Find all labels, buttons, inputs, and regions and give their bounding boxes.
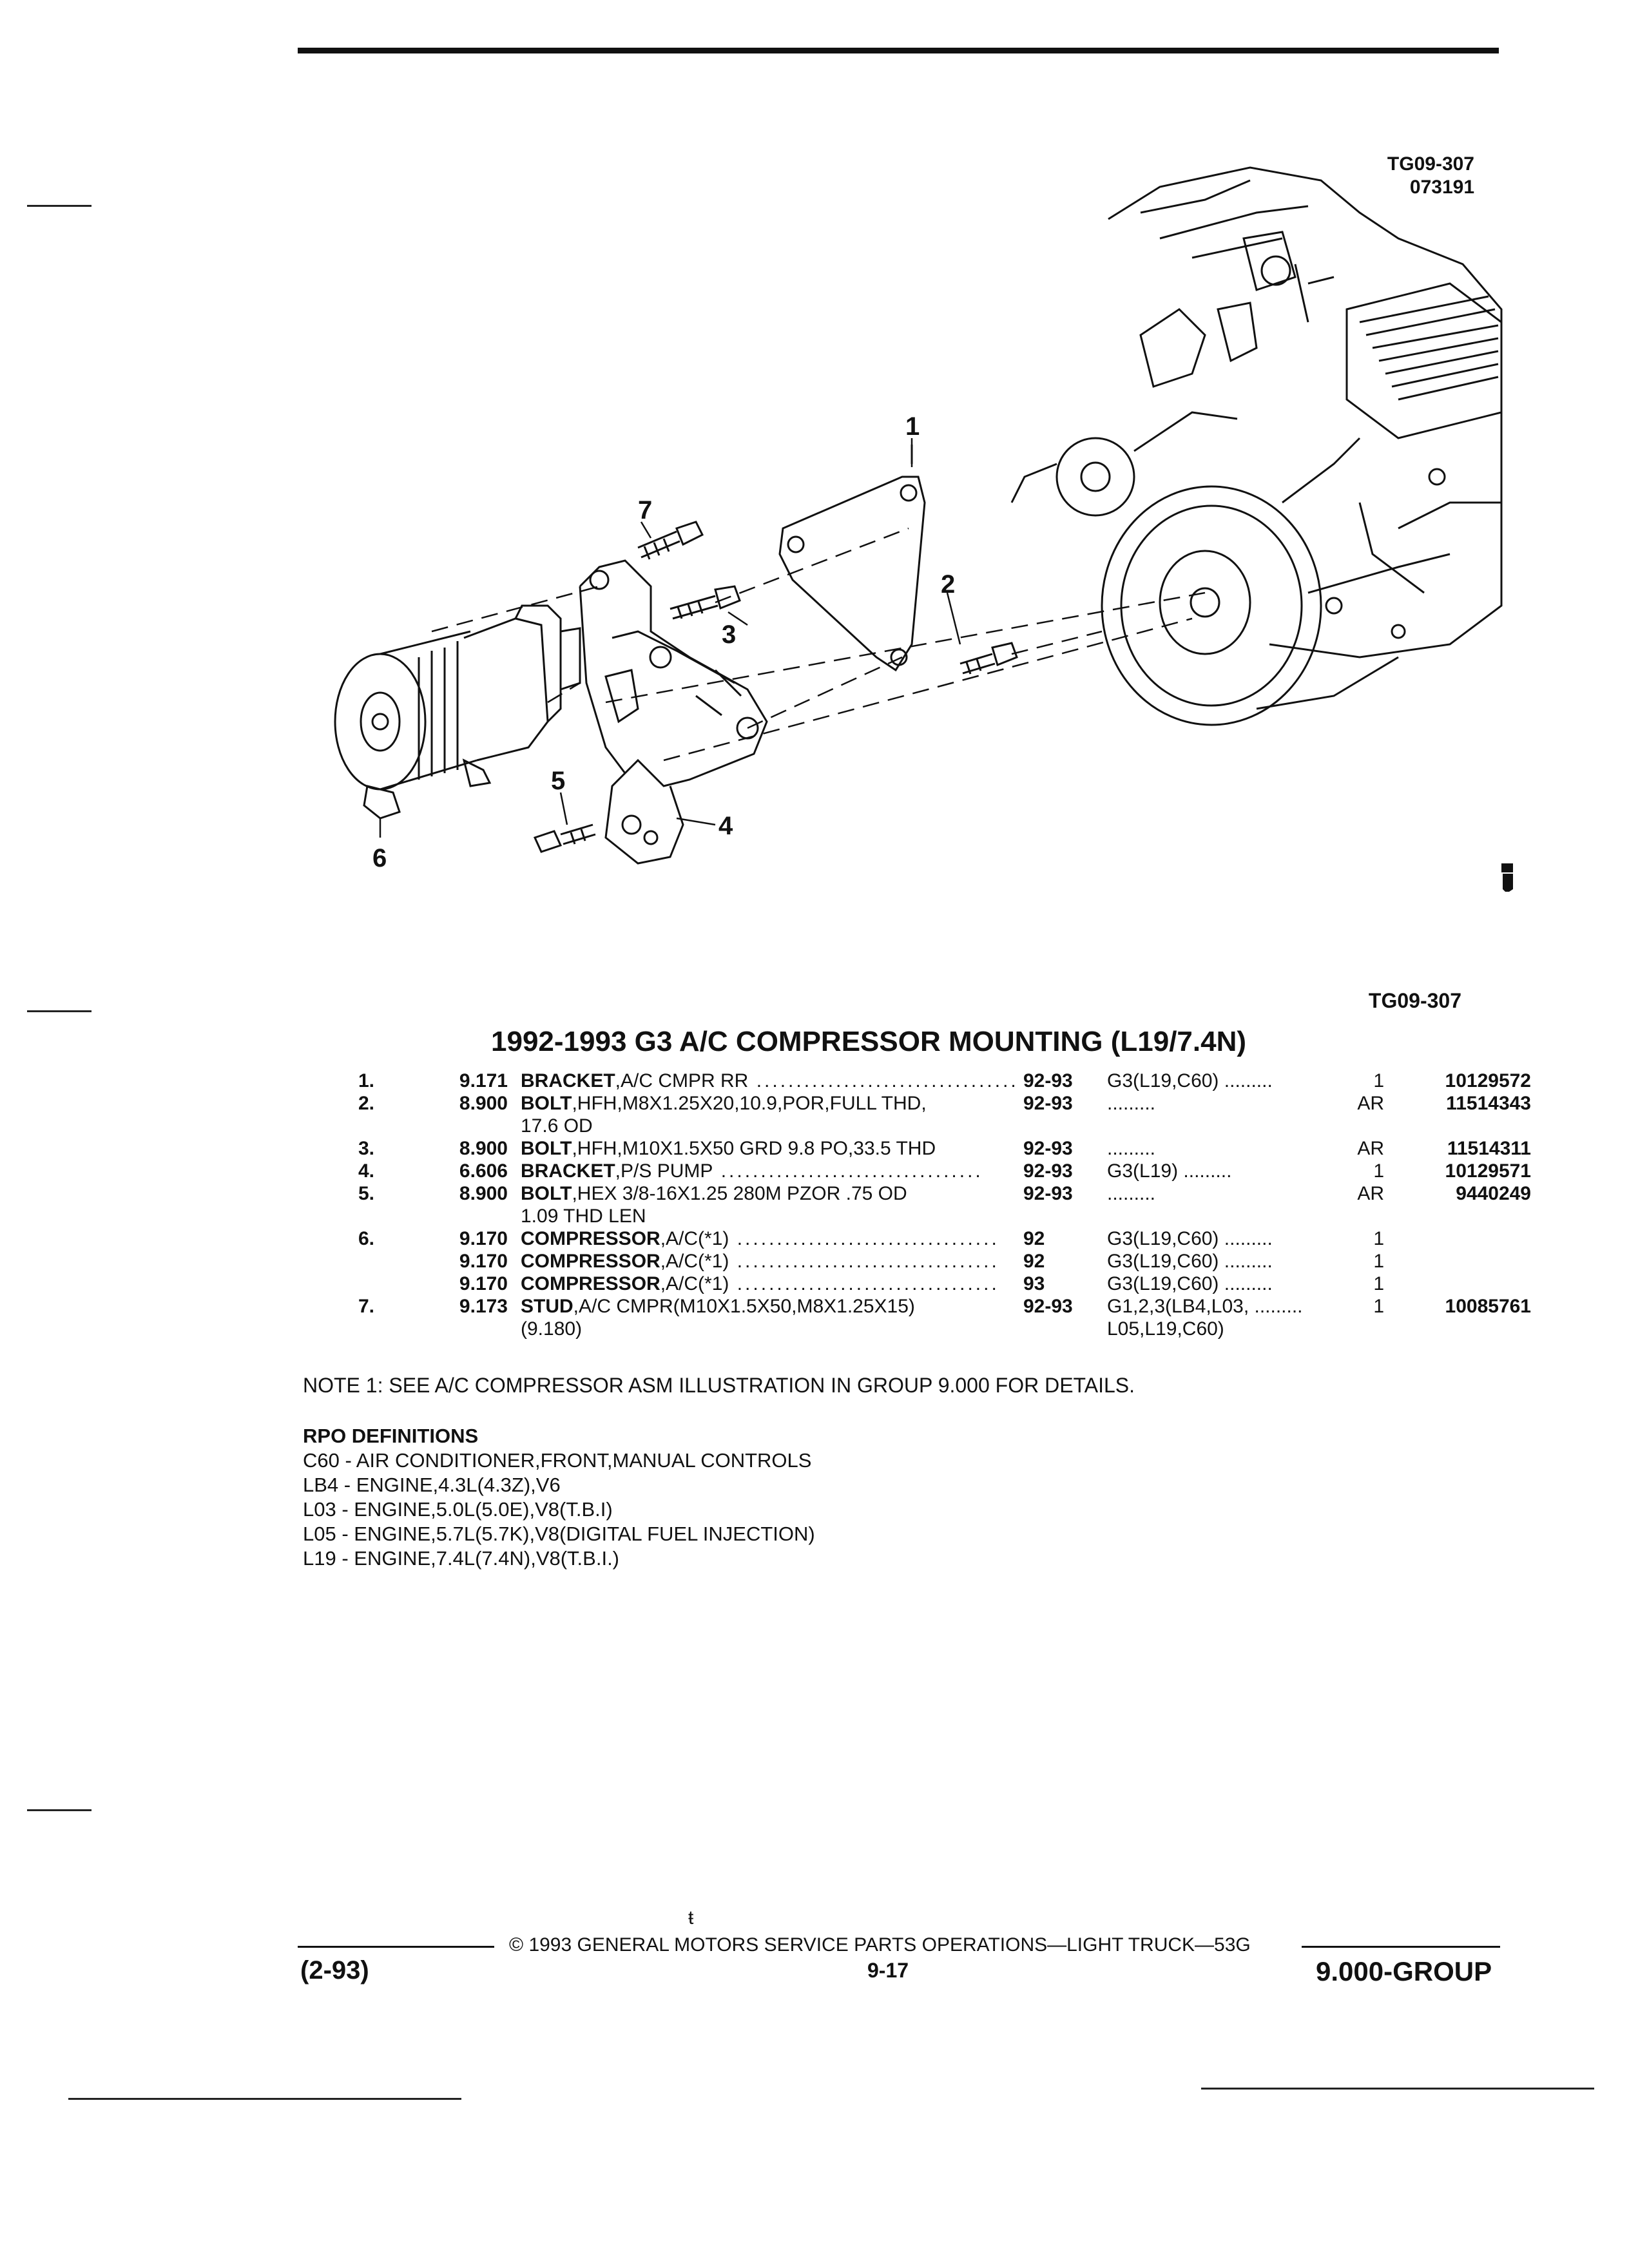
group-number: 9.170 xyxy=(459,1273,508,1294)
application-line: G3(L19,C60) ......... xyxy=(1107,1228,1273,1249)
dot-leader: ......... xyxy=(1219,1273,1273,1294)
rpo-item: C60 - AIR CONDITIONER,FRONT,MANUAL CONTROLS xyxy=(303,1449,812,1472)
callout-3: 3 xyxy=(722,620,737,649)
footer-revision-date: (2-93) xyxy=(300,1956,369,1984)
callout-7: 7 xyxy=(638,496,653,524)
parts-row xyxy=(358,1160,1531,1182)
margin-mark xyxy=(27,205,92,207)
dot-leader: ......... xyxy=(1107,1183,1156,1204)
part-desc: ,A/C(*1) xyxy=(660,1251,729,1272)
bolt-7-drawing xyxy=(638,522,702,559)
part-number xyxy=(1397,1250,1531,1273)
footer-rule-left xyxy=(298,1946,494,1948)
ps-pump-bracket-drawing xyxy=(580,561,767,863)
quantity: AR xyxy=(1357,1183,1384,1204)
application xyxy=(1107,1137,1339,1160)
group-number: 9.173 xyxy=(459,1296,508,1317)
quantity: 1 xyxy=(1373,1160,1384,1182)
parts-row xyxy=(358,1092,1531,1137)
part-desc: ,A/C CMPR(M10X1.5X50,M8X1.25X15) xyxy=(573,1296,915,1317)
part-description xyxy=(521,1182,1023,1227)
part-name: BRACKET xyxy=(521,1160,615,1182)
group-number: 6.606 xyxy=(459,1160,508,1182)
part-description xyxy=(521,1250,1023,1273)
part-name: BOLT xyxy=(521,1183,572,1204)
quantity: AR xyxy=(1357,1138,1384,1159)
dot-leader: ......... xyxy=(1219,1228,1273,1249)
part-desc-continued: (9.180) xyxy=(521,1318,583,1340)
rpo-item: LB4 - ENGINE,4.3L(4.3Z),V6 xyxy=(303,1474,561,1496)
part-name: COMPRESSOR xyxy=(521,1273,660,1294)
quantity: 1 xyxy=(1373,1070,1384,1091)
quantity: 1 xyxy=(1373,1273,1384,1294)
part-number: 11514343 xyxy=(1446,1093,1531,1114)
group-number: 9.171 xyxy=(459,1070,508,1091)
application xyxy=(1107,1160,1339,1182)
application-line: G3(L19,C60) ......... xyxy=(1107,1273,1273,1294)
group-number: 8.900 xyxy=(459,1093,508,1114)
part-number: 11514311 xyxy=(1447,1138,1531,1159)
bolt-5-drawing xyxy=(535,825,595,852)
parts-row xyxy=(358,1295,1531,1340)
figure-date-code: 073191 xyxy=(1409,177,1474,198)
dot-leader: ................................. xyxy=(748,1070,1019,1091)
part-desc-continued: 1.09 THD LEN xyxy=(521,1206,646,1227)
part-number: 10129571 xyxy=(1445,1160,1531,1182)
quantity: AR xyxy=(1357,1093,1384,1114)
model-years: 93 xyxy=(1023,1273,1045,1294)
rpo-heading: RPO DEFINITIONS xyxy=(303,1425,479,1447)
item-number: 5. xyxy=(358,1183,375,1204)
stray-mark: ŧ xyxy=(688,1907,694,1928)
callout-2: 2 xyxy=(941,570,956,599)
dot-leader: ......... xyxy=(1107,1138,1156,1159)
top-rule xyxy=(298,48,1499,53)
parts-row xyxy=(358,1070,1531,1092)
application-line xyxy=(1107,1182,1339,1205)
rpo-item: L03 - ENGINE,5.0L(5.0E),V8(T.B.I) xyxy=(303,1498,613,1521)
dot-leader: ................................. xyxy=(729,1251,999,1272)
application-line xyxy=(1107,1092,1339,1115)
application xyxy=(1107,1092,1339,1137)
part-description xyxy=(521,1295,1023,1340)
item-number: 3. xyxy=(358,1138,375,1159)
part-description xyxy=(521,1227,1023,1250)
part-desc: ,A/C(*1) xyxy=(660,1273,729,1294)
part-description xyxy=(521,1137,1023,1160)
quantity: 1 xyxy=(1373,1296,1384,1317)
dot-leader: ......... xyxy=(1219,1070,1273,1091)
dot-leader: ................................. xyxy=(729,1228,999,1249)
callout-1: 1 xyxy=(905,412,920,441)
dot-leader: ................................. xyxy=(713,1160,983,1182)
part-desc: ,P/S PUMP xyxy=(615,1160,713,1182)
part-description xyxy=(521,1070,1023,1092)
scan-rule-right xyxy=(1201,2088,1594,2090)
alignment-lines xyxy=(432,528,1205,760)
model-years: 92-93 xyxy=(1023,1183,1073,1204)
part-number: 10085761 xyxy=(1445,1296,1531,1317)
part-number xyxy=(1397,1273,1531,1295)
model-years: 92-93 xyxy=(1023,1093,1073,1114)
application xyxy=(1107,1182,1339,1227)
part-name: BOLT xyxy=(521,1138,572,1159)
figure-label: TG09-307 xyxy=(1368,989,1461,1012)
item-number: 4. xyxy=(358,1160,375,1182)
footer-page-number: 9-17 xyxy=(867,1959,909,1982)
item-number: 1. xyxy=(358,1070,375,1091)
footer-copyright: © 1993 GENERAL MOTORS SERVICE PARTS OPERATIONS—LIGHT TRUCK—53G xyxy=(509,1934,1251,1956)
rear-bracket-drawing xyxy=(780,445,925,670)
dot-leader: ......... xyxy=(1219,1251,1273,1272)
part-name: BRACKET xyxy=(521,1070,615,1091)
model-years: 92-93 xyxy=(1023,1296,1073,1317)
margin-mark xyxy=(27,1809,92,1811)
parts-table xyxy=(358,1070,1531,1340)
dot-leader: ......... xyxy=(1107,1093,1156,1114)
callout-4: 4 xyxy=(718,812,733,840)
application xyxy=(1107,1250,1339,1273)
part-name: BOLT xyxy=(521,1093,572,1114)
part-desc: ,HEX 3/8-16X1.25 280M PZOR .75 OD xyxy=(572,1183,907,1204)
part-name: COMPRESSOR xyxy=(521,1251,660,1272)
engine-drawing xyxy=(1012,168,1501,725)
model-years: 92-93 xyxy=(1023,1138,1073,1159)
parts-row xyxy=(358,1137,1531,1160)
part-number: 9440249 xyxy=(1456,1183,1531,1204)
group-number: 8.900 xyxy=(459,1183,508,1204)
item-number: 6. xyxy=(358,1228,375,1249)
item-number xyxy=(358,1250,427,1273)
application xyxy=(1107,1070,1339,1092)
group-number: 8.900 xyxy=(459,1138,508,1159)
margin-mark xyxy=(27,1010,92,1012)
group-number: 9.170 xyxy=(459,1251,508,1272)
figure-ref-code: TG09-307 xyxy=(1387,153,1474,175)
parts-table-body xyxy=(358,1070,1531,1340)
application xyxy=(1107,1227,1339,1250)
scan-rule-left xyxy=(68,2098,461,2100)
rpo-item: L05 - ENGINE,5.7L(5.7K),V8(DIGITAL FUEL INJECTION) xyxy=(303,1523,815,1545)
part-desc: ,HFH,M10X1.5X50 GRD 9.8 PO,33.5 THD xyxy=(572,1138,936,1159)
group-number: 9.170 xyxy=(459,1228,508,1249)
part-name: STUD xyxy=(521,1296,574,1317)
application xyxy=(1107,1273,1339,1295)
application xyxy=(1107,1295,1339,1340)
part-description xyxy=(521,1092,1023,1137)
model-years: 92 xyxy=(1023,1228,1045,1249)
part-description xyxy=(521,1160,1023,1182)
application-line: G3(L19,C60) ......... xyxy=(1107,1251,1273,1272)
parts-row xyxy=(358,1273,1531,1295)
part-number: 10129572 xyxy=(1445,1070,1531,1091)
part-desc-continued: 17.6 OD xyxy=(521,1115,593,1137)
dot-leader: ......... xyxy=(1249,1296,1303,1317)
model-years: 92 xyxy=(1023,1251,1045,1272)
model-years: 92-93 xyxy=(1023,1160,1073,1182)
note-1: NOTE 1: SEE A/C COMPRESSOR ASM ILLUSTRATION IN GROUP 9.000 FOR DETAILS. xyxy=(303,1374,1135,1397)
part-desc: ,A/C(*1) xyxy=(660,1228,729,1249)
footer-group: 9.000-GROUP xyxy=(1316,1956,1492,1986)
application-line: G3(L19,C60) ......... xyxy=(1107,1070,1273,1091)
part-name: COMPRESSOR xyxy=(521,1228,660,1249)
part-desc: ,A/C CMPR RR xyxy=(615,1070,749,1091)
parts-row xyxy=(358,1250,1531,1273)
dot-leader: ......... xyxy=(1178,1160,1232,1182)
parts-row xyxy=(358,1182,1531,1227)
application-line: G3(L19) ......... xyxy=(1107,1160,1232,1182)
application-line-continued: L05,L19,C60) xyxy=(1107,1318,1224,1340)
callout-6: 6 xyxy=(372,844,387,872)
gm-logo-icon xyxy=(1501,863,1513,892)
application-line: G1,2,3(LB4,L03, ......... xyxy=(1107,1296,1303,1317)
quantity: 1 xyxy=(1373,1228,1384,1249)
model-years: 92-93 xyxy=(1023,1070,1073,1091)
item-number: 2. xyxy=(358,1093,375,1114)
callout-5: 5 xyxy=(551,767,566,795)
ac-compressor-drawing xyxy=(335,606,580,818)
part-description xyxy=(521,1273,1023,1295)
section-title: 1992-1993 G3 A/C COMPRESSOR MOUNTING (L19/7.4N) xyxy=(491,1026,1247,1057)
footer-rule-right xyxy=(1302,1946,1500,1948)
exploded-view-illustration xyxy=(303,142,1514,954)
part-number xyxy=(1397,1227,1531,1250)
rpo-item: L19 - ENGINE,7.4L(7.4N),V8(T.B.I.) xyxy=(303,1547,620,1570)
dot-leader: ................................. xyxy=(729,1273,999,1294)
callout-leaders xyxy=(380,438,960,838)
item-number xyxy=(358,1273,427,1295)
rpo-definitions xyxy=(303,1424,815,1571)
parts-row xyxy=(358,1227,1531,1250)
part-desc: ,HFH,M8X1.25X20,10.9,POR,FULL THD, xyxy=(572,1093,927,1114)
quantity: 1 xyxy=(1373,1251,1384,1272)
item-number: 7. xyxy=(358,1296,375,1317)
bolt-2-drawing xyxy=(960,643,1017,674)
application-line xyxy=(1107,1137,1339,1160)
